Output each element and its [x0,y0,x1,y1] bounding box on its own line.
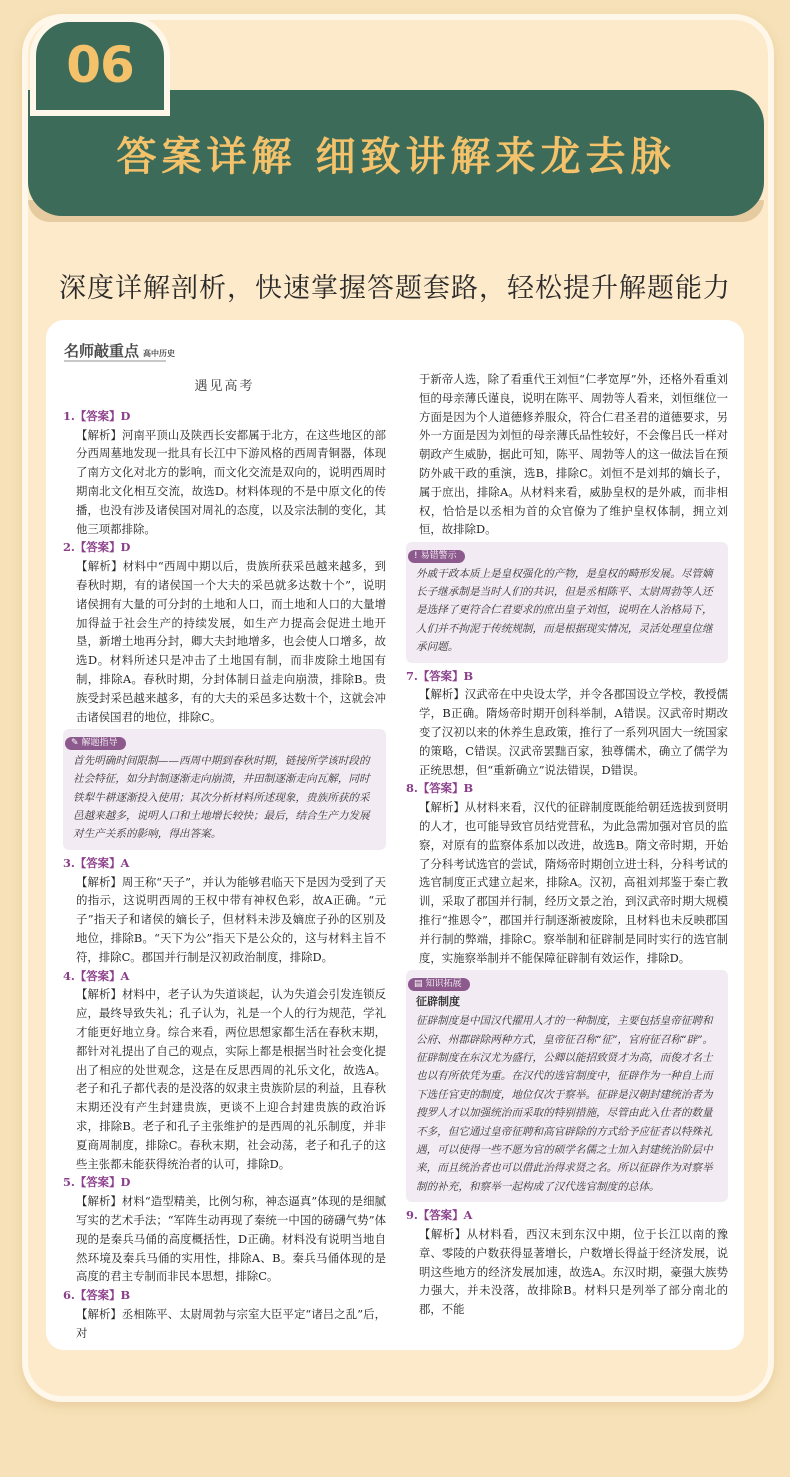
section-number: 06 [66,36,134,94]
right-column [406,370,728,1319]
q2-explanation: 【解析】材料中“西周中期以后，贵族所获采邑越来越多，到春秋时期，有的诸侯国一个大夫的采邑就多达数十个”，说明诸侯拥有大量的可分封的土地和人口，而土地和人口的大量增加得益于社会生产的持续发展，如生产力提高会促进土地开垦，新增土地再分封，卿大夫封地增多，也会使人口增多，故选D。材料所述只是冲击了土地国有制，而非废除土地国有制，排除A。春秋时期，分封体制日益走向崩溃，排除B。贵族受封采邑越来越多，有的大夫的采邑多达数十个，这就会冲击诸侯国君的地位，排除C。 [76,559,386,724]
knowledge-label: ▤ 知识拓展 [408,978,470,991]
q6-explanation-continued: 于新帝人选，除了看重代王刘恒“仁孝宽厚”外，还格外看重刘恒的母亲薄氏谨良，说明在陈平、周勃等人看来，刘恒继位一方面是因为个人道德修养服众，符合仁君圣君的道德要求，另外一方面是因为刘恒的母亲薄氏品性较好，不会像吕氏一样对朝政产生威胁，据此可知，陈平、周勃等人的这一做法旨在预防外戚干政的重演，选B，排除C。刘恒不是刘邦的嫡长子，属于庶出，排除A。从材料来看，威胁皇权的是外戚，而非相权，恰恰是以丞相为首的众官僚为了维护皇权体制，拥立刘恒，故排除D。 [419,372,728,537]
book-icon: ▤ [414,979,423,990]
section-number-tab [30,16,170,116]
q6-explanation: 【解析】丞相陈平、太尉周勃与宗室大臣平定“诸吕之乱”后，对 [76,1306,386,1340]
q5-explanation: 【解析】材料“造型精美，比例匀称，神态逼真”体现的是细腻写实的艺术手法；“军阵生动再现了秦统一中国的磅礴气势”体现的是秦兵马俑的高度概括性，D正确。材料没有说明当地自然环境及秦兵马俑的实用性，排除A、B。秦兵马俑体现的是高度的君主专制而非民本思想，排除C。 [76,1194,386,1284]
tip-label: ✎ 解题指导 [65,737,126,750]
knowledge-title: 征辟制度 [416,994,460,1008]
banner-title: 答案详解 细致讲解来龙去脉 [116,133,676,180]
q9-explanation: 【解析】从材料看，西汉末到东汉中期，位于长江以南的豫章、零陵的户数获得显著增长，户数增长得益于经济发展，说明这些地方的经济发展加速，故选A。东汉时期，豪强大族势力强大，并未没落，故排除B。材料只是列举了部分南北的郡，不能 [419,1227,728,1317]
q5-answer: 5.【答案】D [63,1175,131,1190]
q4-explanation: 【解析】材料中，老子认为失道谈起，认为失道会引发连锁反应，最终导致失礼；孔子认为，礼是一个人的行为规范，学礼才能更好地立身。综合来看，两位思想家都生活在春秋末期，都针对礼提出了自己的观点，实际上都是根据当时社会变化提出了相应的处世观念，这是在反思西周的礼乐文化，故选A。老子和孔子都代表的是没落的奴隶主贵族阶层的利益，且春秋末期还没有产生封建贵族，更谈不上迎合封建贵族的政治诉求，排除B。老子和孔子主张维护的是西周的礼乐制度，并非夏商周制度，排除C。春秋末期，社会动荡，老子和孔子的这些主张都未能获得统治者的认可，排除D。 [76,987,386,1171]
warning-body: 外戚干政本质上是皇权强化的产物，是皇权的畸形发展。尽管嫡长子继承制是当时人们的共识，但是丞相陈平、太尉周勃等人还是选择了更符合仁君要求的庶出皇子刘恒，说明在人治格局下，人们并不拘泥于传统规制，而是根据现实情况，灵活处理皇位继承问题。 [416,567,713,654]
q8-answer: 8.【答案】B [406,781,474,796]
doc-heading: 遇见高考 [194,379,255,394]
q8-explanation: 【解析】从材料来看，汉代的征辟制度既能给朝廷选拔到贤明的人才，也可能导致官员结党营私，为此急需加强对官员的监察，对原有的监察体系加以改进，故选B。隋文帝时期，开始了分科考试选官的尝试，隋炀帝时期创立进士科，分科考试的选官制度正式建立起来，排除A。汉初，高祖刘邦鉴于秦亡教训，采取了郡国并行制，经历文景之治，到汉武帝时期大规模推行“推恩令”，郡国并行制逐渐被废除，且材料也未反映郡国并行制的弊端，排除C。察举制和征辟制是同时实行的选官制度，实施察举制并不能保障征辟制有效运作，排除D。 [419,800,728,965]
knowledge-body: 征辟制度是中国汉代擢用人才的一种制度，主要包括皇帝征聘和公府、州郡辟除两种方式，皇帝征召称“征”，官府征召称“辟”。征辟制度在东汉尤为盛行，公卿以能招致贤才为高，而俊才名士也以有所依凭为重。在汉代的选官制度中，征辟作为一种自上而下选任官吏的制度，地位仅次于察举。征辟是汉朝封建统治者为搜罗人才以加强统治而采取的特别措施，尽管由此入仕者的数量不多，但它通过皇帝征聘和高官辟除的方式给予应征者以特殊礼遇，可以使得一些不愿为官的硕学名儒之士加入封建统治阶层中来，而且统治者也可以借此治得求贤之名。所以征辟作为对察举制的补充，和察举一起构成了汉代选官制度的总体。 [416,1015,714,1193]
tip-box [63,729,386,849]
warning-label: ! 易错警示 [408,550,465,563]
q1-explanation: 【解析】河南平顶山及陕西长安都属于北方，在这些地区的部分西周墓地发现一批具有长江中下游风格的西周青铜器，体现了南方文化对北方的影响，而文化交流是双向的，说明西周时期南北文化相互交流，故选D。材料体现的不是中原文化的传播，也没有涉及诸侯国对周礼的态度，以及宗法制的变化，其他三项都排除。 [76,427,386,536]
brand-subject: 高中历史 [143,349,176,358]
q4-answer: 4.【答案】A [63,968,130,983]
q7-explanation: 【解析】汉武帝在中央设太学，并令各郡国设立学校，教授儒学，B正确。隋炀帝时期开创科举制，A错误。汉武帝时期改变了汉初以来的休养生息政策，推行了一系列巩固大一统国家的策略，C错误。汉武帝罢黜百家，独尊儒术，确立了儒学为正统思想，但“重新确立”说法错误，D错误。 [419,687,728,777]
brand-name: 名师敲重点 [64,342,140,360]
q6-answer: 6.【答案】B [63,1288,131,1303]
document-page [46,320,744,1350]
q3-explanation: 【解析】周王称“天子”，并认为能够君临天下是因为受到了天的指示，这说明西周的王权中带有神权色彩，故A正确。“元子”指天子和诸侯的嫡长子，但材料未涉及嫡庶子孙的区别及地位，排除B。“天下为公”指天下是公众的，这与材料主旨不符，排除C。郡国并行制是汉初政治制度，排除D。 [76,874,386,964]
q2-answer: 2.【答案】D [63,540,131,555]
knowledge-box [406,970,728,1202]
subtitle: 深度详解剖析，快速掌握答题套路，轻松提升解题能力 [59,273,731,304]
q3-answer: 3.【答案】A [63,855,130,870]
pencil-icon: ✎ [71,738,79,749]
tip-body: 首先明确时间限制——西周中期到春秋时期，链接所学该时段的社会特征，如分封制逐渐走向崩溃，井田制逐渐走向瓦解，同时铁犁牛耕逐渐投入使用；其次分析材料所述现象，贵族所获的采邑越来越多，说明人口和土地增长较快；最后，结合生产力发展对生产关系的影响，得出答案。 [73,754,370,841]
warning-box [406,542,728,662]
q9-answer: 9.【答案】A [406,1208,473,1223]
q7-answer: 7.【答案】B [406,668,474,683]
q1-answer: 1.【答案】D [63,408,131,423]
brand-underline [64,360,166,362]
left-column [63,378,386,1343]
brand-logo [64,340,175,361]
exclamation-icon: ! [414,551,418,562]
